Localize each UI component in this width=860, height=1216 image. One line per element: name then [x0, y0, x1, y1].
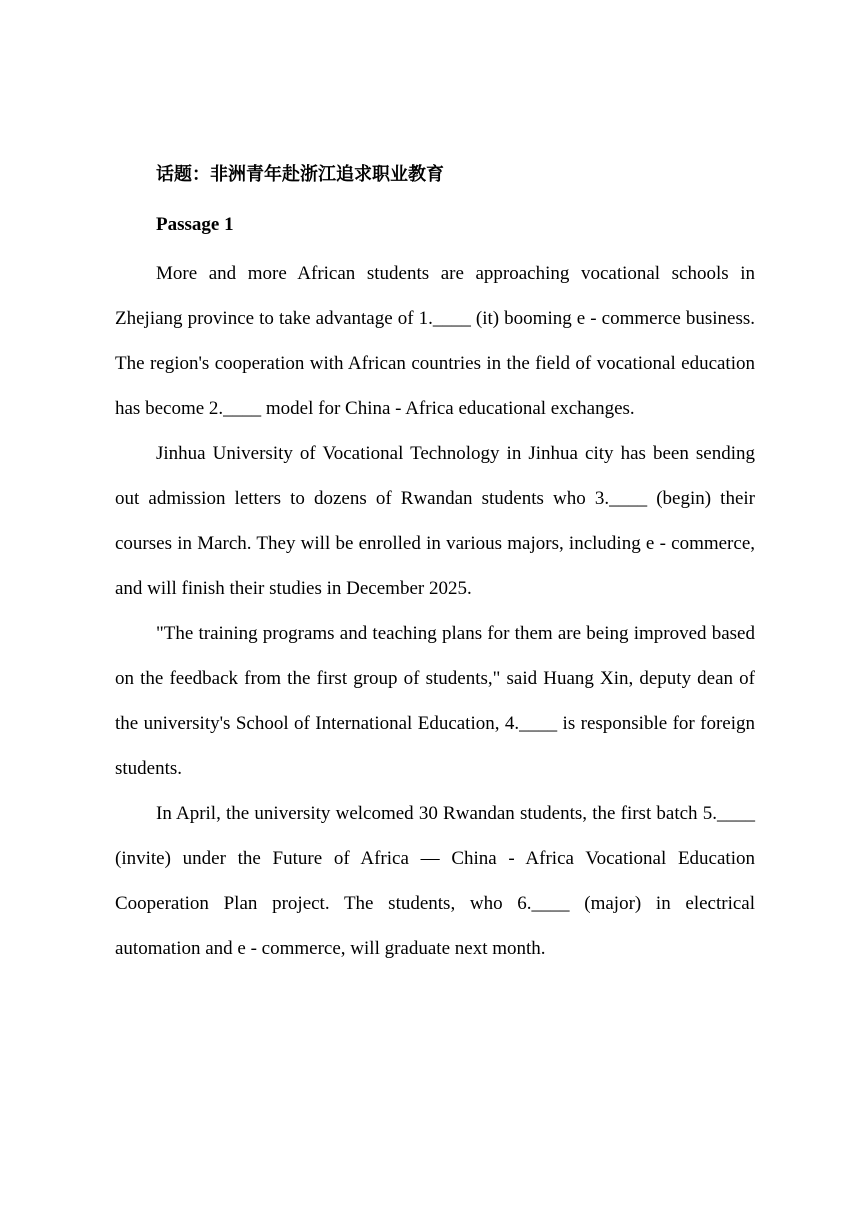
passage-title: Passage 1 — [156, 214, 234, 235]
paragraph-2: Jinhua University of Vocational Technology in Jinhua city has been sending out admission letters to dozens of Rwandan students who 3.____ (begin) their courses in March. They will be enrolled in various majors, including e - commerce, and will finish their studies in December 2025. — [115, 443, 755, 599]
paragraph-1: More and more African students are approaching vocational schools in Zhejiang province to take advantage of 1.____ (it) booming e - commerce business. The region's cooperation with African countries in the field of vocational education has become 2.____ model for China - Africa educational exchanges. — [115, 263, 755, 419]
paragraph-3: "The training programs and teaching plans for them are being improved based on the feedback from the first group of students," said Huang Xin, deputy dean of the university's School of International Education, 4.____ is responsible for foreign students. — [115, 623, 755, 779]
document-page — [115, 156, 755, 971]
topic-heading: 话题：非洲青年赴浙江追求职业教育 — [156, 164, 444, 185]
paragraph-4: In April, the university welcomed 30 Rwandan students, the first batch 5.____ (invite) under the Future of Africa — China - Africa Vocational Education Cooperation Plan project. The students, who 6.____ (major) in electrical automation and e - commerce, will graduate next month. — [115, 803, 755, 959]
